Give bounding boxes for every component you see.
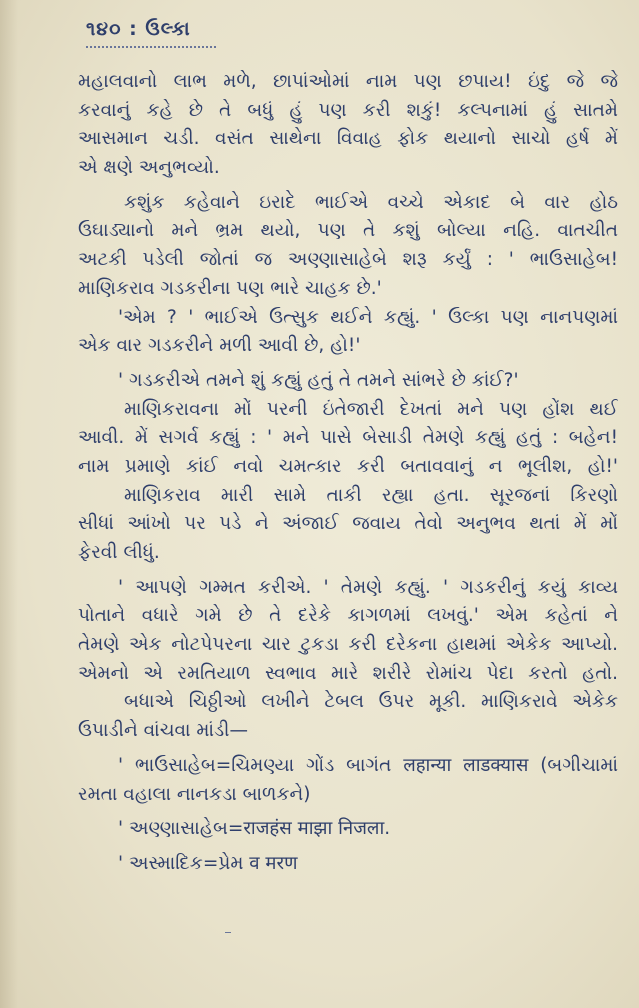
page-end-mark [225, 932, 231, 933]
text-line: આસમાન ચડી. વસંત સાથેના વિવાહ ફોક થયાનો સાચો હર્ષ મેં [78, 128, 618, 150]
text-line: ' આપણે ગમ્મત કરીએ. ' તેમણે કહ્યું. ' ગડકરીનું કયું કાવ્ય [118, 576, 618, 598]
text-line: માણિકરાવ ગડકરીના પણ ભારે ચાહક છે.' [78, 277, 382, 299]
text-line: સીધાં આંખો પર પડે ને અંજાઈ જવાય તેવો અનુભવ થતાં મેં મોં [78, 513, 618, 535]
text-line: એ ક્ષણે અનુભવ્યો. [78, 157, 220, 179]
text-line: ' ગડકરીએ તમને શું કહ્યું હતું તે તમને સાંભરે છે કાંઈ?' [118, 369, 519, 391]
text-line: આવી. મેં સગર્વ કહ્યું : ' મને પાસે બેસાડી તેમણે કહ્યું હતું : બહેન! [78, 427, 618, 449]
text-line: ' અણ્ણાસાહેબ=राजहंस माझा निजला. [118, 818, 391, 840]
page-header: ૧૪૦ : ઉલ્કા [86, 18, 191, 40]
page-edge-shadow [0, 0, 18, 1008]
header-rule [86, 46, 216, 48]
text-line: બધાએ ચિઠ્ઠીઓ લખીને ટેબલ ઉપર મૂકી. માણિકરાવે એકેક [124, 691, 618, 713]
text-line: ' ભાઉસાહેબ=ચિમણ્યા ગોંડ બાગંત लहान्या लाडक्यास (બગીચામાં [118, 754, 618, 776]
text-line: ફેરવી લીધું. [78, 542, 160, 563]
text-line: 'એમ ? ' ભાઈએ ઉત્સુક થઈને કહ્યું. ' ઉલ્કા પણ નાનપણમાં [118, 306, 618, 328]
text-line: અટકી પડેલી જોતાં જ અણ્ણાસાહેબે શરૂ કર્યું : ' ભાઉસાહેબ! [78, 249, 618, 271]
text-line: મહાલવાનો લાભ મળે, છાપાંઓમાં નામ પણ છપાય! ઇંદુ જે જે [78, 71, 618, 92]
text-line: નામ પ્રમાણે કાંઈ નવો ચમત્કાર કરી બતાવવાનું ન ભૂલીશ, હો!' [78, 455, 618, 477]
text-line: રમતા વહાલા નાનકડા બાળકને) [78, 783, 311, 805]
text-line: તેમણે એક નોટપેપરના ચાર ટુકડા કરી દરેકના હાથમાં એકેક આપ્યો. [78, 634, 618, 656]
text-line: કરવાનું કહે છે તે બધું હું પણ કરી શકું! કલ્પનામાં હું સાતમે [78, 99, 618, 121]
text-line: પોતાને વધારે ગમે છે તે દરેકે કાગળમાં લખવું.' એમ કહેતાં ને [78, 605, 618, 627]
page-body [78, 68, 618, 988]
text-line: ' અસ્માદિક=પ્રેમ व मरण [118, 852, 298, 874]
text-line: ઉપાડીને વાંચવા માંડી— [78, 720, 248, 742]
text-line: માણિકરાવ મારી સામે તાકી રહ્યા હતા. સૂરજનાં કિરણો [124, 484, 618, 506]
text-line: એક વાર ગડકરીને મળી આવી છે, હો!' [78, 335, 361, 357]
text-line: ઉઘાડ્યાનો મને ભ્રમ થયો, પણ તે કશું બોલ્યા નહિ. વાતચીત [78, 220, 618, 242]
text-line: એમનો એ રમતિયાળ સ્વભાવ મારે શરીરે રોમાંચ પેદા કરતો હતો. [78, 662, 618, 684]
text-line: કશુંક કહેવાને ઇરાદે ભાઈએ વચ્ચે એકાદ બે વાર હોઠ [124, 191, 618, 213]
text-line: માણિકરાવના મોં પરની ઇંતેજારી દેખતાં મને પણ હોંશ થઈ [124, 398, 618, 420]
